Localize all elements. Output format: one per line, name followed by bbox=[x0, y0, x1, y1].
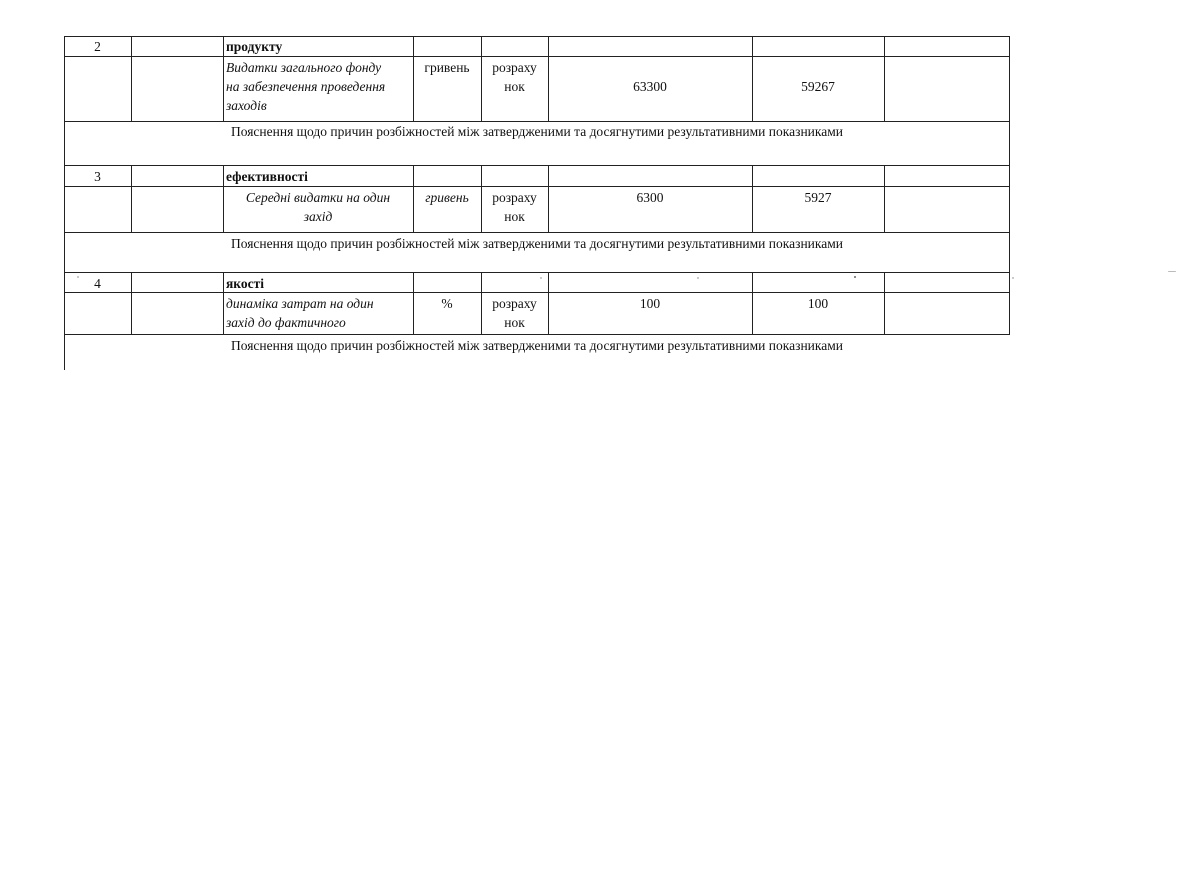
table-line bbox=[64, 36, 1010, 37]
source-line: розраху bbox=[492, 60, 537, 75]
table-line bbox=[884, 36, 885, 121]
actual-value: 100 bbox=[807, 296, 829, 311]
row-number: 3 bbox=[94, 169, 101, 184]
indicator-line: заходів bbox=[226, 98, 267, 113]
scan-speck bbox=[854, 276, 856, 278]
table-line bbox=[223, 36, 224, 121]
table-line bbox=[884, 165, 885, 232]
source-line: нок bbox=[504, 79, 525, 94]
scan-speck bbox=[1012, 277, 1014, 279]
table-line bbox=[1009, 36, 1010, 165]
source-line: нок bbox=[504, 209, 525, 224]
section-heading: продукту bbox=[226, 39, 283, 54]
table-line bbox=[413, 36, 414, 121]
table-line bbox=[1009, 165, 1010, 272]
row-number: 4 bbox=[94, 276, 101, 291]
indicator-line: динаміка затрат на один bbox=[226, 296, 374, 311]
table-line bbox=[64, 272, 1010, 273]
section-heading: ефективності bbox=[226, 169, 308, 184]
discrepancy-note: Пояснення щодо причин розбіжностей між затвердженими та досягнутими результативними показниками bbox=[230, 236, 844, 251]
actual-value: 5927 bbox=[804, 190, 832, 205]
row-number: 2 bbox=[94, 39, 101, 54]
table-line bbox=[131, 165, 132, 232]
source-line: розраху bbox=[492, 296, 537, 311]
unit-cell: % bbox=[441, 296, 453, 311]
section-heading: якості bbox=[226, 276, 265, 291]
scan-speck bbox=[540, 277, 542, 279]
table-line bbox=[1009, 272, 1010, 334]
indicator-line: на забезпечення проведення bbox=[226, 79, 386, 94]
unit-cell: гривень bbox=[425, 190, 469, 205]
indicator-line: Середні видатки на один bbox=[245, 190, 391, 205]
table-line bbox=[884, 272, 885, 334]
scan-speck bbox=[697, 277, 699, 279]
table-line bbox=[64, 292, 1010, 293]
scan-speck bbox=[1168, 271, 1176, 272]
table-line bbox=[64, 186, 1010, 187]
planned-value: 100 bbox=[639, 296, 661, 311]
scan-speck bbox=[77, 276, 79, 278]
table-line bbox=[223, 272, 224, 334]
indicator-line: захід до фактичного bbox=[226, 315, 346, 330]
planned-value: 6300 bbox=[636, 190, 664, 205]
table-line bbox=[64, 56, 1010, 57]
table-line bbox=[131, 272, 132, 334]
table-line bbox=[64, 334, 1010, 335]
planned-value: 63300 bbox=[633, 79, 667, 94]
indicator-line: Видатки загального фонду bbox=[226, 60, 382, 75]
indicator-line: захід bbox=[303, 209, 333, 224]
source-line: розраху bbox=[492, 190, 537, 205]
actual-value: 59267 bbox=[801, 79, 835, 94]
discrepancy-note: Пояснення щодо причин розбіжностей між затвердженими та досягнутими результативними показниками bbox=[230, 338, 844, 353]
source-line: нок bbox=[504, 315, 525, 330]
table-line bbox=[64, 165, 1010, 166]
table-line bbox=[64, 232, 1010, 233]
table-line bbox=[131, 36, 132, 121]
unit-cell: гривень bbox=[424, 60, 470, 75]
discrepancy-note: Пояснення щодо причин розбіжностей між затвердженими та досягнутими результативними показниками bbox=[230, 124, 844, 139]
